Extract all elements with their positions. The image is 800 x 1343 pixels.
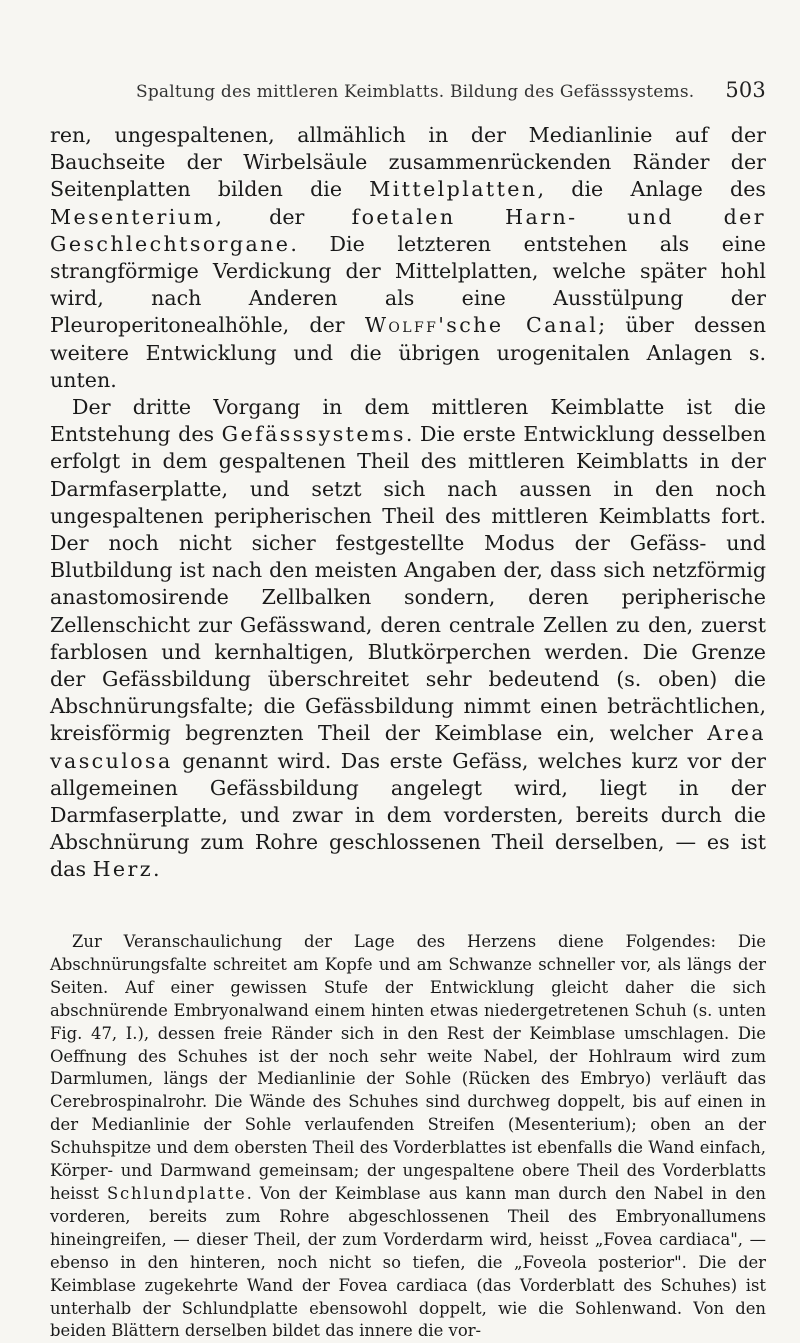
text-run: . Von der Keimblase aus kann man durch den Nabel in den vorderen, bereits zum Rohre abgeschlossenen Theil des Embryonallumens hineingreifen, — dieser Theil, der zum Vorderdarm wird, heisst „Fovea cardiaca", — ebenso in den hinteren, noch nicht so tiefen, die „Foveola posterior". Die der Keimblase zugekehrte Wand der Fovea cardiaca (das Vorderblatt des Schuhes) ist unterhalb der Schlundplatte ebensowohl doppelt, wie die Sohlenwand. Von den beiden Blättern derselben bildet das innere die vor-: [50, 1183, 766, 1341]
text-run: .: [153, 857, 160, 882]
text-run: ; über dessen weitere Entwicklung und die übrigen urogenitalen Anlagen s. unten.: [50, 313, 767, 392]
text-run: , die Anlage des: [537, 177, 766, 202]
note-text: [50, 931, 766, 1343]
spaced-term-mittelplatten: Mittelplatten: [369, 177, 538, 202]
main-text: [50, 122, 766, 884]
spaced-term-harn-geschlechtsorgane: foetalen Harn- und der Geschlechtsorgane: [50, 204, 766, 256]
spaced-term-herz: Herz: [92, 857, 154, 882]
paragraph-2: [50, 394, 766, 884]
spaced-term-gefaesssystem: Gefässsystems: [221, 422, 406, 447]
text-run: Zur Veranschaulichung der Lage des Herzens diene Folgendes: Die Abschnürungsfalte schreitet am Kopfe und am Schwanze schneller vor, als längs der Seiten. Auf einer gewissen Stufe der Entwicklung gleicht daher die sich abschnürende Embryonalwand einem hinten etwas niedergetretenen Schuh (s. unten Fig. 47, I.), dessen freie Ränder sich in den Rest der Keimblase umschlagen. Die Oeffnung des Schuhes ist der noch sehr weite Nabel, der Hohlraum wird zum Darmlumen, längs der Medianlinie der Sohle (Rücken des Embryo) verläuft das Cerebrospinalrohr. Die Wände des Schuhes sind durchweg doppelt, bis auf einen in der Medianlinie der Sohle verlaufenden Streifen (Mesenterium); oben an der Schuhspitze und dem obersten Theil des Vorderblattes ist ebenfalls die Wand einfach, Körper- und Darmwand gemeinsam; der ungespaltene obere Theil des Vorderblatts heisst: [50, 932, 766, 1203]
smallcaps-name-wolff: Wolff: [364, 313, 439, 338]
spaced-term-mesenterium: Mesenterium: [50, 204, 216, 229]
running-header: [136, 78, 766, 102]
note-paragraph: [50, 931, 766, 1343]
text-run: ren, ungespaltenen, allmählich in der Medianlinie auf der Bauchseite der Wirbelsäule zusammenrückenden Ränder der Seitenplatten bilden die: [50, 123, 766, 202]
spaced-term-schlundplatte: Schlundplatte: [106, 1183, 247, 1203]
text-run: Der dritte Vorgang in dem mittleren Keimblatte ist die Entstehung des: [50, 395, 766, 447]
paragraph-1: [50, 122, 766, 394]
spaced-term-canal: 'sche Canal: [438, 313, 599, 338]
text-run: . Die erste Entwicklung desselben erfolgt in dem gespaltenen Theil des mittleren Keimblatts in der Darmfaserplatte, und setzt sich nach aussen in den noch ungespaltenen peripherischen Theil des mittleren Keimblatts fort. Der noch nicht sicher festgestellte Modus der Gefäss- und Blutbildung ist nach den meisten Angaben der, dass sich netzförmig anastomosirende Zellbalken sondern, deren peripherische Zellenschicht zur Gefässwand, deren centrale Zellen zu den, zuerst farblosen und kernhaltigen, Blutkörperchen werden. Die Grenze der Gefässbildung überschreitet sehr bedeutend (s. oben) die Abschnürungsfalte; die Gefässbildung nimmt einen beträchtlichen, kreisförmig begrenzten Theil der Keimblase ein, welcher: [50, 422, 766, 746]
text-run: , der: [215, 204, 352, 229]
running-title: Spaltung des mittleren Keimblatts. Bildung des Gefässsystems.: [136, 82, 695, 102]
text-run: genannt wird. Das erste Gefäss, welches kurz vor der allgemeinen Gefässbildung angelegt wird, liegt in der Darmfaserplatte, und zwar in dem vordersten, bereits durch die Abschnürung zum Rohre geschlossenen Theil derselben, — es ist das: [50, 748, 766, 882]
spaced-term-area-vasculosa: Area vasculosa: [50, 721, 766, 773]
page-number: 503: [725, 78, 766, 102]
text-run: . Die letzteren entstehen als eine strangförmige Verdickung der Mittelplatten, welche später hohl wird, nach Anderen als eine Ausstülpung der Pleuroperitonealhöhle, der: [50, 231, 766, 338]
